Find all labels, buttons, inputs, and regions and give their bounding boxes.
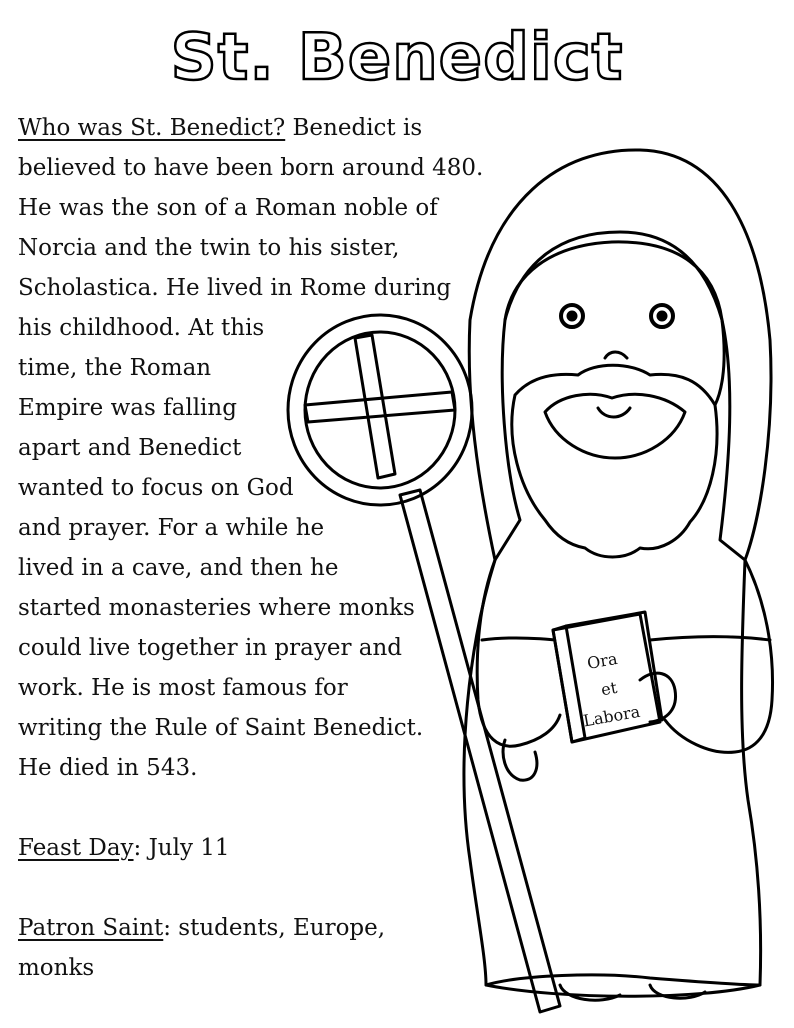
nose bbox=[605, 352, 627, 358]
mustache bbox=[545, 394, 685, 458]
intro-line: believed to have been born around 480. bbox=[18, 155, 484, 181]
intro-line: apart and Benedict bbox=[18, 435, 242, 461]
intro-line: time, the Roman bbox=[18, 355, 212, 381]
intro-line: Norcia and the twin to his sister, bbox=[18, 235, 400, 261]
beard bbox=[512, 365, 717, 557]
patron-saint-line bbox=[18, 908, 488, 948]
intro-line: his childhood. At this bbox=[18, 315, 265, 341]
intro-first-line bbox=[18, 108, 488, 148]
smile bbox=[598, 408, 630, 417]
intro-line: started monasteries where monks bbox=[18, 595, 415, 621]
intro-first-line-rest: Benedict is bbox=[285, 115, 423, 141]
intro-line: work. He is most famous for bbox=[18, 675, 348, 701]
book-text-line1: Ora bbox=[585, 648, 619, 673]
biography-text bbox=[18, 108, 488, 988]
book-text-line2: et bbox=[599, 677, 619, 700]
book-text-line3: Labora bbox=[581, 701, 642, 731]
intro-line: lived in a cave, and then he bbox=[18, 555, 339, 581]
left-sleeve bbox=[477, 560, 560, 746]
robe-hem bbox=[486, 975, 760, 985]
intro-line: could live together in prayer and bbox=[18, 635, 403, 661]
intro-line: He was the son of a Roman noble of bbox=[18, 195, 438, 221]
feast-day-line bbox=[18, 828, 488, 868]
feet bbox=[560, 985, 705, 1000]
patron-saint-label: Patron Saint bbox=[18, 915, 164, 941]
intro-line: wanted to focus on God bbox=[18, 475, 294, 501]
hood-outline bbox=[469, 150, 771, 560]
page-title: St. Benedict bbox=[170, 21, 624, 95]
intro-line: and prayer. For a while he bbox=[18, 515, 325, 541]
patron-saint-value: : students, Europe, bbox=[163, 915, 386, 941]
right-sleeve bbox=[665, 560, 773, 752]
intro-line: Empire was falling bbox=[18, 395, 237, 421]
intro-line: writing the Rule of Saint Benedict. bbox=[18, 715, 424, 741]
patron-saint-line-2: monks bbox=[18, 955, 95, 981]
feast-day-value: : July 11 bbox=[133, 835, 230, 861]
feast-day-label: Feast Day bbox=[18, 835, 134, 861]
spacer bbox=[18, 788, 488, 828]
intro-line: He died in 543. bbox=[18, 755, 198, 781]
intro-heading: Who was St. Benedict? bbox=[18, 115, 286, 141]
spacer bbox=[18, 868, 488, 908]
intro-line: Scholastica. He lived in Rome during bbox=[18, 275, 452, 301]
